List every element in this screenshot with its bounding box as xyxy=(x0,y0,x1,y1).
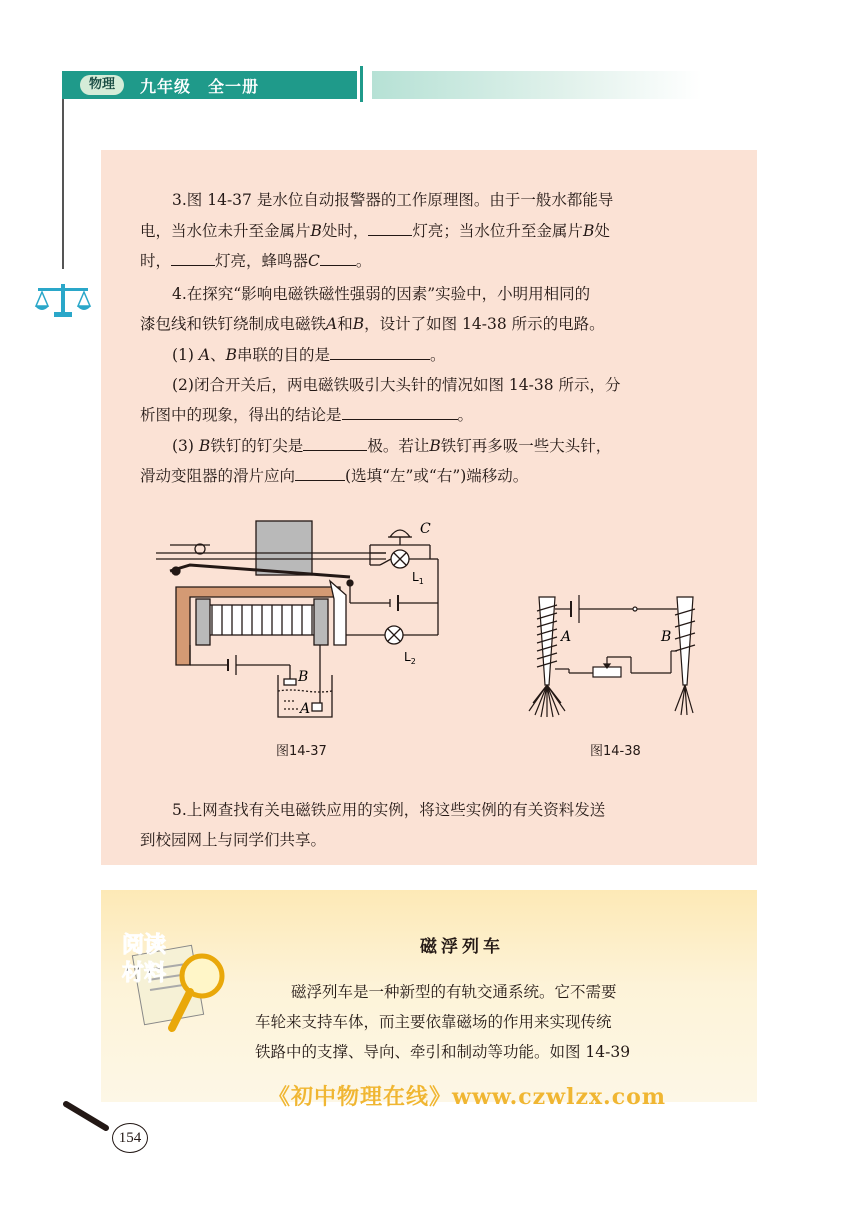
label-plate-b: B xyxy=(298,669,309,685)
q3-line3: 时， 灯亮，蜂鸣器C 。 xyxy=(140,246,720,276)
book-title: 九年级 全一册 xyxy=(140,77,260,96)
figure-14-38-electromagnet-circuit xyxy=(525,585,725,720)
reading-title: 磁浮列车 xyxy=(420,937,504,957)
q3-line2: 电，当水位未升至金属片B处时， 灯亮；当水位升至金属片B处 xyxy=(140,216,720,246)
magnifier-icon xyxy=(62,1098,118,1138)
reading-line1: 磁浮列车是一种新型的有轨交通系统。它不需要 xyxy=(291,983,617,1001)
q4-sub2-line1: (2)闭合开关后，两电磁铁吸引大头针的情况如图 14-38 所示，分 xyxy=(172,376,621,394)
caption-figure-14-38: 图14-38 xyxy=(590,744,641,759)
badge-text-line2: 材料 xyxy=(122,961,167,986)
header-divider xyxy=(360,66,363,102)
q4-line1: 4.在探究“影响电磁铁磁性强弱的因素”实验中，小明用相同的 xyxy=(172,285,591,303)
q4-sub1: (1) A、B串联的目的是 。 xyxy=(140,340,720,370)
label-plate-a: A xyxy=(300,701,311,717)
badge-text-line1: 阅读 xyxy=(122,933,167,958)
margin-line xyxy=(62,99,64,269)
label-l2: $L_2$ xyxy=(404,650,416,666)
q4-sub3-line2: 滑动变阻器的滑片应向 (选填“左”或“右”)端移动。 xyxy=(140,461,720,491)
q4-sub2-line2: 析图中的现象，得出的结论是 。 xyxy=(140,400,720,430)
q5-line1: 5.上网查找有关电磁铁应用的实例，将这些实例的有关资料发送 xyxy=(172,801,606,819)
balance-scale-icon xyxy=(34,282,92,322)
label-nail-a: A xyxy=(561,629,572,645)
q5-line2: 到校园网上与同学们共享。 xyxy=(140,831,327,849)
label-buzzer-c: C xyxy=(420,521,431,537)
reading-line2: 车轮来支持车体，而主要依靠磁场的作用来实现传统 xyxy=(255,1013,612,1031)
subject-logo: 物理 xyxy=(80,75,124,95)
page-number: 154 xyxy=(112,1123,148,1153)
label-l1: $L_1$ xyxy=(412,570,424,586)
caption-figure-14-37: 图14-37 xyxy=(276,744,327,759)
q4-line2: 漆包线和铁钉绕制成电磁铁A和B，设计了如图 14-38 所示的电路。 xyxy=(140,315,605,333)
reading-line3: 铁路中的支撑、导向、牵引和制动等功能。如图 14-39 xyxy=(255,1043,631,1061)
header-gradient xyxy=(372,71,702,99)
figure-14-37-alarm-circuit xyxy=(150,515,450,725)
q3-line1: 3.图 14-37 是水位自动报警器的工作原理图。由于一般水都能导 xyxy=(172,191,614,209)
reading-material-badge-icon xyxy=(120,922,230,1042)
label-nail-b: B xyxy=(661,629,672,645)
site-watermark: 《初中物理在线》www.czwlzx.com xyxy=(268,1084,667,1110)
q4-sub3-line1: (3) B铁钉的钉尖是 极。若让B铁钉再多吸一些大头针， xyxy=(140,431,720,461)
